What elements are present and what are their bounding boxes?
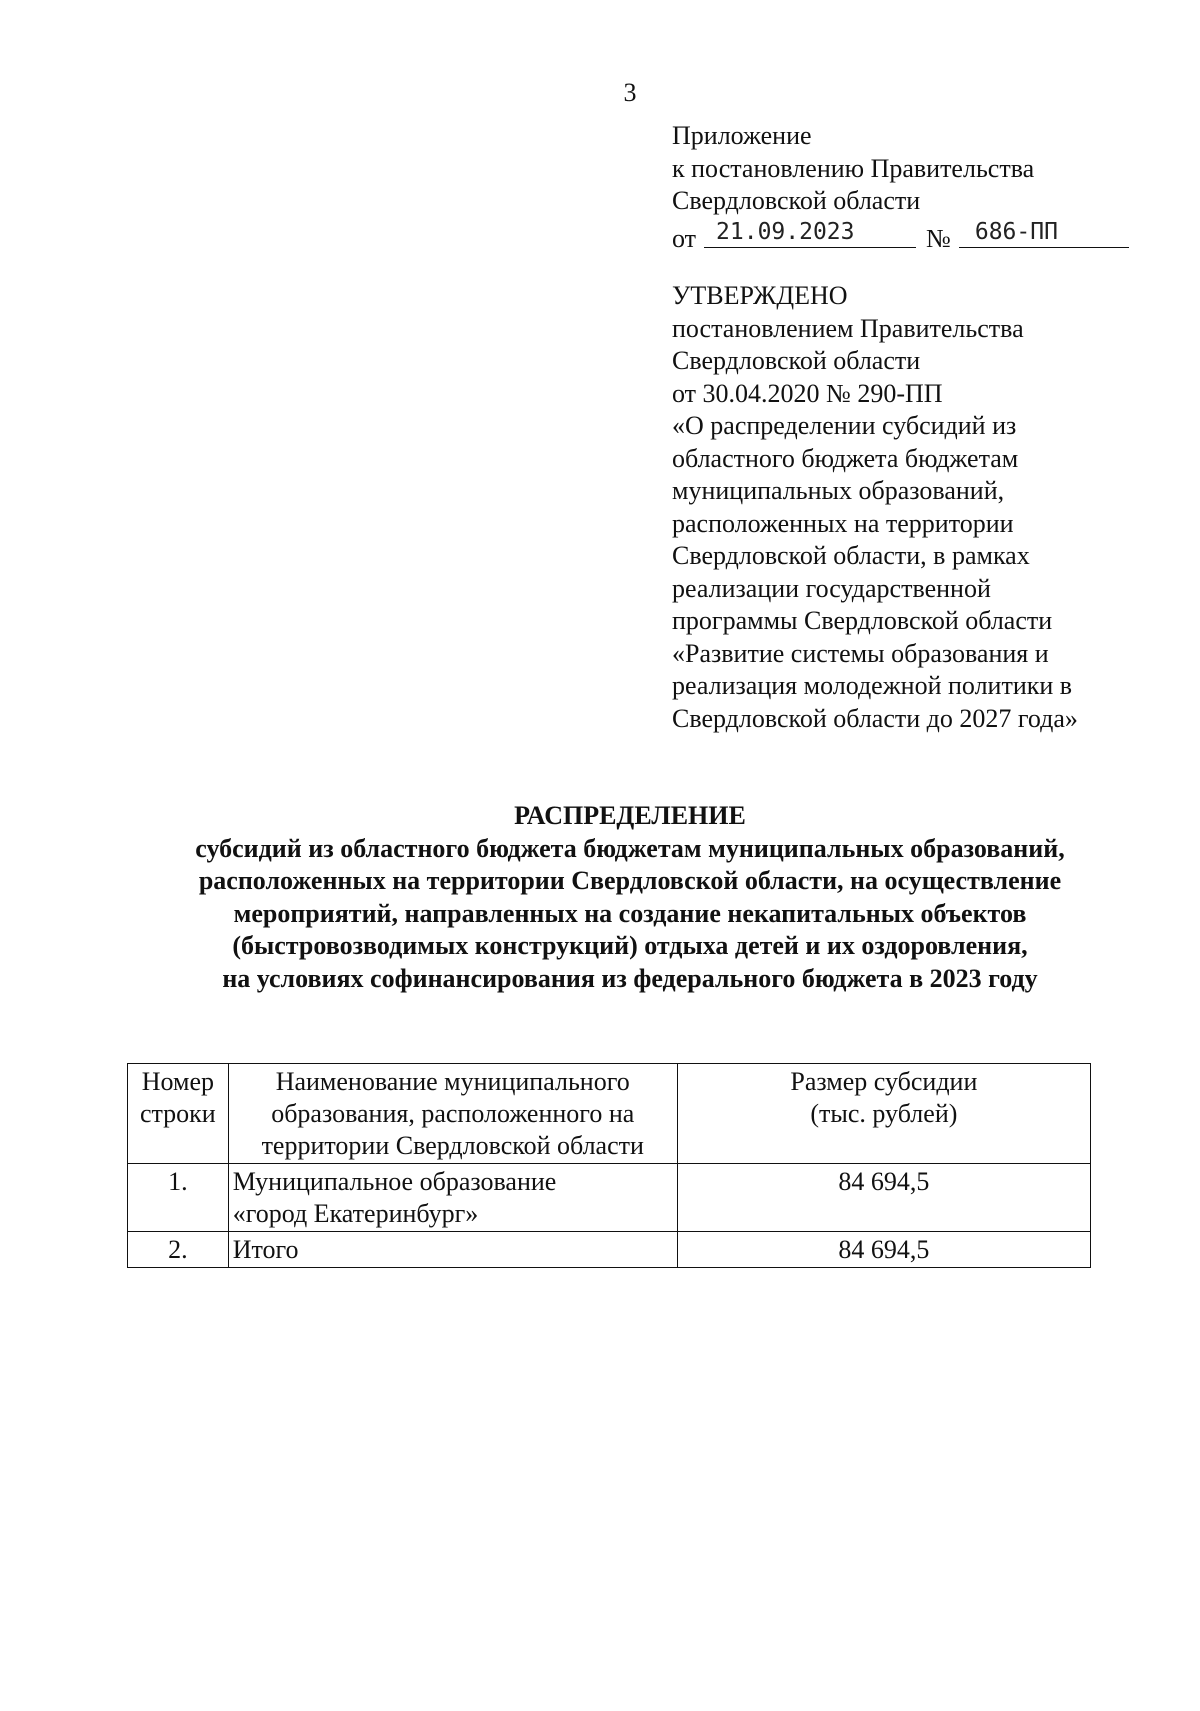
- subsidy-table: [127, 1063, 1091, 1268]
- row-amount: 84 694,5: [677, 1232, 1090, 1268]
- annex-line: Свердловской области: [672, 186, 921, 215]
- date-value: 21.09.2023: [716, 218, 855, 245]
- number-prefix: №: [926, 223, 951, 253]
- row-name: [228, 1164, 677, 1232]
- heading-line: (быстровозводимых конструкций) отдыха детей и их оздоровления,: [232, 931, 1028, 961]
- approved-line: Свердловской области: [672, 346, 921, 375]
- approved-line: муниципальных образований,: [672, 476, 1005, 505]
- annex-block: [672, 120, 1129, 254]
- heading-line: расположенных на территории Свердловской области, на осуществление: [198, 866, 1062, 896]
- table-row: [128, 1164, 1091, 1232]
- approved-line: областного бюджета бюджетам: [672, 443, 1019, 473]
- approved-line: УТВЕРЖДЕНО: [672, 281, 848, 310]
- header-text: (тыс. рублей): [810, 1099, 958, 1128]
- row-name-text: «город Екатеринбург»: [232, 1199, 479, 1228]
- header-text: Размер субсидии: [790, 1067, 978, 1096]
- table-header-row: [128, 1064, 1091, 1164]
- annex-line: Приложение: [672, 121, 812, 150]
- date-prefix: от: [672, 223, 697, 253]
- approved-line: программы Свердловской области: [672, 606, 1053, 635]
- date-field: [704, 219, 916, 248]
- approved-line: реализация молодежной политики в: [672, 671, 1073, 700]
- header-amount: [677, 1064, 1090, 1164]
- approved-line: «Развитие системы образования и: [672, 638, 1049, 668]
- header-text: Наименование муниципального: [275, 1067, 630, 1096]
- heading-title: РАСПРЕДЕЛЕНИЕ: [514, 801, 746, 830]
- row-name-text: Муниципальное образование: [232, 1167, 557, 1196]
- approved-line: Свердловской области до 2027 года»: [672, 703, 1078, 733]
- approved-line: постановлением Правительства: [672, 313, 1024, 343]
- row-name-text: Итого: [232, 1235, 299, 1264]
- document-heading: [0, 800, 1200, 996]
- heading-line: на условиях софинансирования из федерального бюджета в 2023 году: [222, 963, 1038, 993]
- header-text: образования, расположенного на: [271, 1099, 635, 1128]
- number-field: [959, 219, 1129, 248]
- heading-line: субсидий из областного бюджета бюджетам муниципальных образований,: [195, 833, 1065, 863]
- page-number: 3: [623, 78, 637, 107]
- row-number: 2.: [128, 1232, 229, 1268]
- approved-line: расположенных на территории: [672, 508, 1014, 538]
- table-row: [128, 1232, 1091, 1268]
- number-value: 686-ПП: [974, 218, 1058, 245]
- approved-line: Свердловской области, в рамках: [672, 541, 1030, 570]
- header-name: [228, 1064, 677, 1164]
- resolution-date-line: [672, 218, 1129, 254]
- header-text: территории Свердловской области: [261, 1131, 644, 1160]
- row-name: [228, 1232, 677, 1268]
- approved-line: «О распределении субсидий из: [672, 411, 1017, 440]
- heading-line: мероприятий, направленных на создание некапитальных объектов: [233, 898, 1027, 928]
- approved-line: реализации государственной: [672, 573, 991, 603]
- annex-line: к постановлению Правительства: [672, 153, 1035, 183]
- header-text: Номер: [141, 1067, 214, 1096]
- row-amount: 84 694,5: [677, 1164, 1090, 1232]
- approved-line: от 30.04.2020 № 290-ПП: [672, 378, 943, 408]
- row-number: 1.: [128, 1164, 229, 1232]
- header-text: строки: [139, 1099, 216, 1128]
- header-number: [128, 1064, 229, 1164]
- approved-block: [672, 280, 1078, 735]
